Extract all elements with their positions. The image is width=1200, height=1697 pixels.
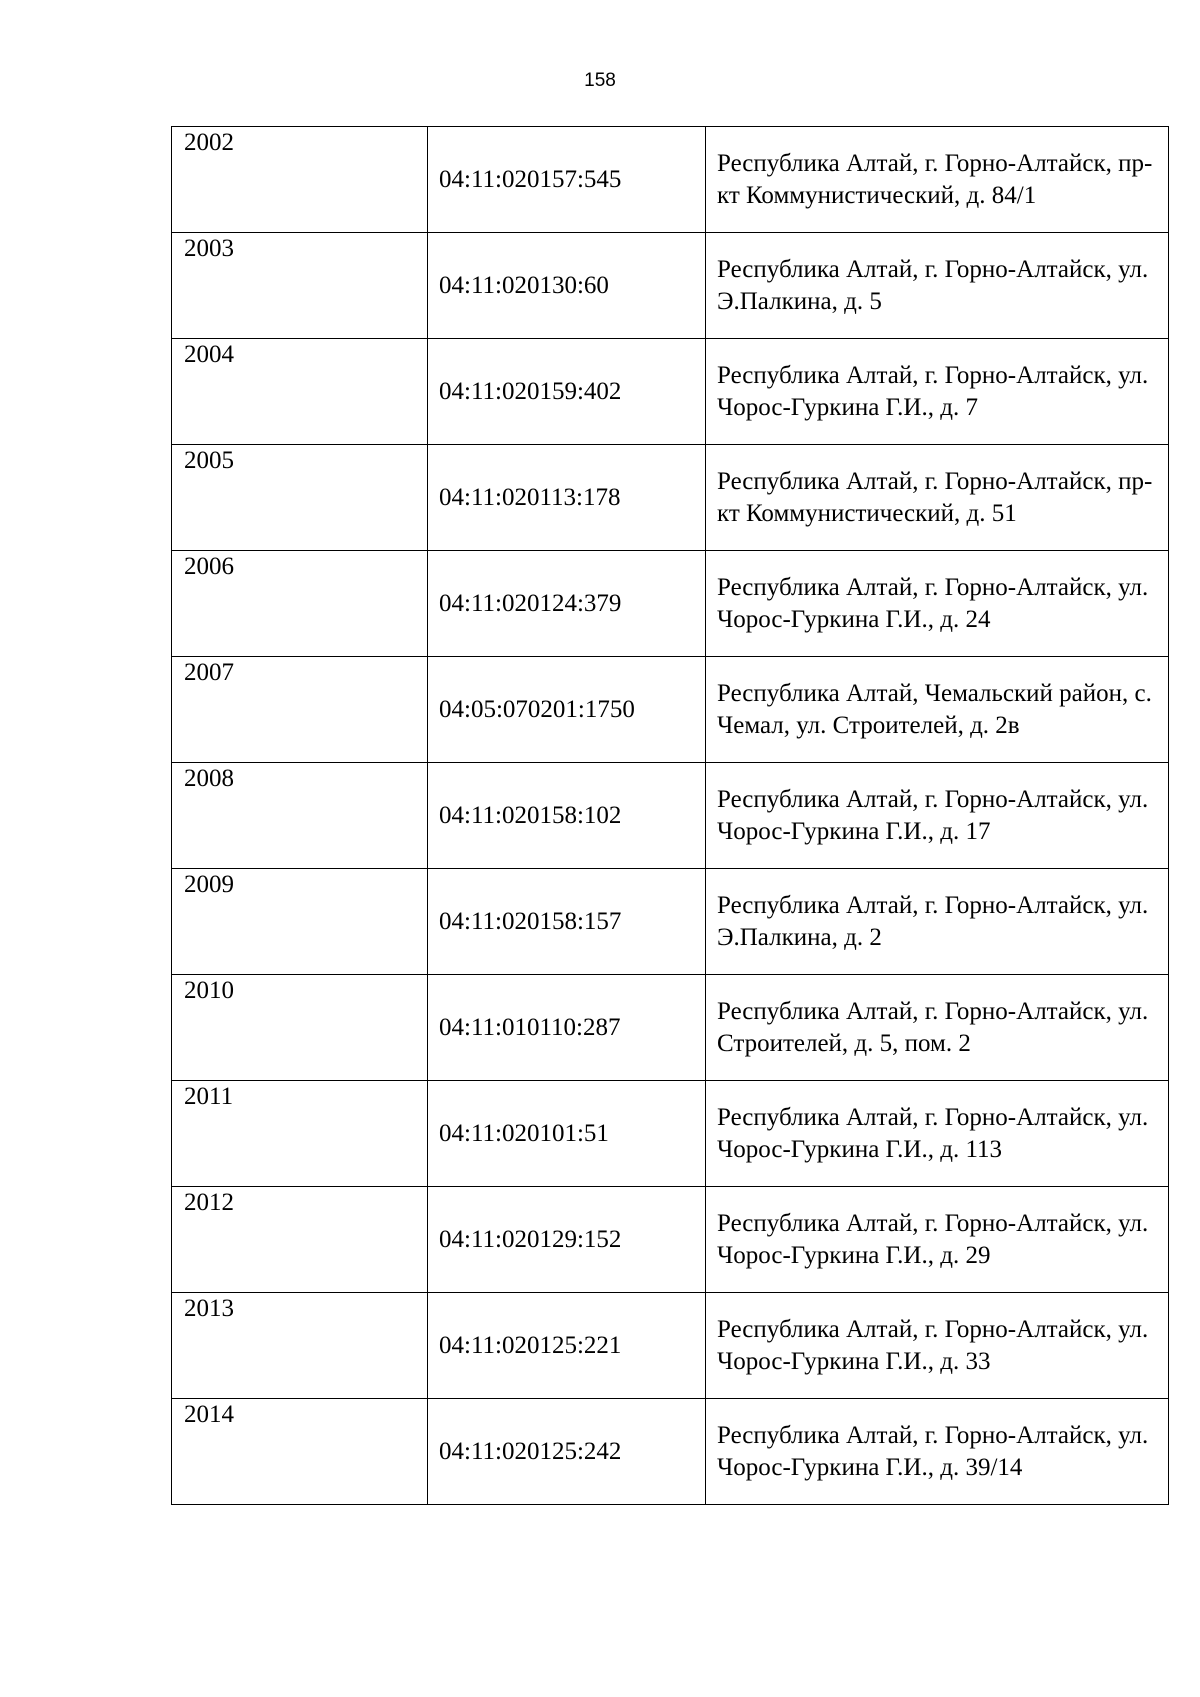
row-number-cell: [172, 763, 428, 869]
cadastral-number-cell: [428, 233, 706, 339]
row-number-cell: [172, 1187, 428, 1293]
table-row: [172, 869, 1169, 975]
cadastral-number: 04:11:020129:152: [439, 1225, 622, 1253]
cadastral-number: 04:11:020125:242: [439, 1437, 622, 1465]
cadastral-number-cell: [428, 657, 706, 763]
row-number: 2004: [184, 341, 234, 368]
address-cell: [706, 551, 1169, 657]
address: Республика Алтай, Чемальский район, с. Чемал, ул. Строителей, д. 2в: [717, 679, 1152, 739]
address-cell: [706, 445, 1169, 551]
address: Республика Алтай, г. Горно-Алтайск, пр-кт Коммунистический, д. 84/1: [717, 149, 1153, 209]
row-number: 2006: [184, 553, 234, 580]
table-row: [172, 551, 1169, 657]
row-number: 2005: [184, 447, 234, 474]
address-cell: [706, 127, 1169, 233]
table-row: [172, 1187, 1169, 1293]
cadastral-number: 04:11:020124:379: [439, 589, 622, 617]
table-row: [172, 1293, 1169, 1399]
address-cell: [706, 657, 1169, 763]
address-cell: [706, 233, 1169, 339]
address-cell: [706, 763, 1169, 869]
row-number: 2011: [184, 1083, 234, 1110]
address: Республика Алтай, г. Горно-Алтайск, ул. Чорос-Гуркина Г.И., д. 39/14: [717, 1421, 1149, 1481]
row-number-cell: [172, 551, 428, 657]
cadastral-number: 04:11:020157:545: [439, 165, 622, 193]
address: Республика Алтай, г. Горно-Алтайск, ул. Чорос-Гуркина Г.И., д. 7: [717, 361, 1149, 421]
address: Республика Алтай, г. Горно-Алтайск, ул. Строителей, д. 5, пом. 2: [717, 997, 1149, 1057]
cadastral-number: 04:11:020113:178: [439, 483, 621, 511]
registry-table-body: [172, 127, 1169, 1505]
row-number-cell: [172, 233, 428, 339]
cadastral-number-cell: [428, 551, 706, 657]
row-number-cell: [172, 1081, 428, 1187]
table-row: [172, 233, 1169, 339]
table-row: [172, 1081, 1169, 1187]
address-cell: [706, 1081, 1169, 1187]
table-row: [172, 127, 1169, 233]
row-number-cell: [172, 445, 428, 551]
address-cell: [706, 1187, 1169, 1293]
row-number-cell: [172, 975, 428, 1081]
cadastral-number-cell: [428, 1081, 706, 1187]
cadastral-number-cell: [428, 1399, 706, 1505]
cadastral-number: 04:11:020130:60: [439, 271, 609, 299]
row-number: 2013: [184, 1295, 234, 1322]
cadastral-number: 04:11:020125:221: [439, 1331, 622, 1359]
cadastral-number: 04:05:070201:1750: [439, 695, 635, 723]
property-registry-table: [171, 126, 1169, 1505]
cadastral-number: 04:11:020158:157: [439, 907, 622, 935]
cadastral-number: 04:11:020158:102: [439, 801, 622, 829]
row-number: 2003: [184, 235, 234, 262]
table-row: [172, 445, 1169, 551]
address: Республика Алтай, г. Горно-Алтайск, ул. Чорос-Гуркина Г.И., д. 24: [717, 573, 1149, 633]
address-cell: [706, 339, 1169, 445]
row-number: 2010: [184, 977, 234, 1004]
table-row: [172, 975, 1169, 1081]
row-number: 2012: [184, 1189, 234, 1216]
row-number-cell: [172, 1399, 428, 1505]
address: Республика Алтай, г. Горно-Алтайск, ул. Э.Палкина, д. 5: [717, 255, 1149, 315]
row-number-cell: [172, 869, 428, 975]
address-cell: [706, 869, 1169, 975]
table-row: [172, 1399, 1169, 1505]
cadastral-number: 04:11:020159:402: [439, 377, 622, 405]
cadastral-number-cell: [428, 763, 706, 869]
table-row: [172, 763, 1169, 869]
address: Республика Алтай, г. Горно-Алтайск, ул. Э.Палкина, д. 2: [717, 891, 1149, 951]
cadastral-number-cell: [428, 869, 706, 975]
table-row: [172, 339, 1169, 445]
cadastral-number-cell: [428, 1293, 706, 1399]
page-number: 158: [584, 70, 616, 91]
table-row: [172, 657, 1169, 763]
cadastral-number: 04:11:020101:51: [439, 1119, 609, 1147]
cadastral-number-cell: [428, 127, 706, 233]
address-cell: [706, 1293, 1169, 1399]
address: Республика Алтай, г. Горно-Алтайск, ул. Чорос-Гуркина Г.И., д. 33: [717, 1315, 1149, 1375]
row-number-cell: [172, 127, 428, 233]
cadastral-number-cell: [428, 975, 706, 1081]
row-number: 2008: [184, 765, 234, 792]
address-cell: [706, 1399, 1169, 1505]
address: Республика Алтай, г. Горно-Алтайск, ул. Чорос-Гуркина Г.И., д. 113: [717, 1103, 1149, 1163]
row-number-cell: [172, 1293, 428, 1399]
row-number: 2007: [184, 659, 234, 686]
address-cell: [706, 975, 1169, 1081]
cadastral-number-cell: [428, 445, 706, 551]
cadastral-number: 04:11:010110:287: [439, 1013, 621, 1041]
row-number: 2014: [184, 1401, 234, 1428]
cadastral-number-cell: [428, 339, 706, 445]
row-number: 2009: [184, 871, 234, 898]
address: Республика Алтай, г. Горно-Алтайск, ул. Чорос-Гуркина Г.И., д. 17: [717, 785, 1149, 845]
row-number-cell: [172, 657, 428, 763]
cadastral-number-cell: [428, 1187, 706, 1293]
row-number: 2002: [184, 129, 234, 156]
address: Республика Алтай, г. Горно-Алтайск, пр-кт Коммунистический, д. 51: [717, 467, 1153, 527]
address: Республика Алтай, г. Горно-Алтайск, ул. Чорос-Гуркина Г.И., д. 29: [717, 1209, 1149, 1269]
row-number-cell: [172, 339, 428, 445]
